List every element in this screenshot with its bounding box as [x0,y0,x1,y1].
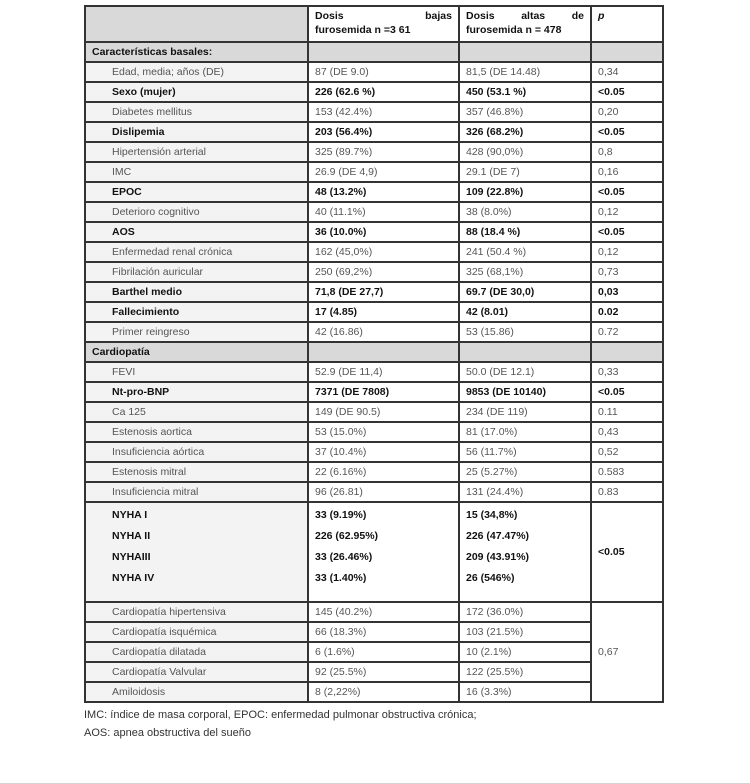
baseline-characteristics-table [84,5,664,703]
p-value: 0.583 [591,462,663,482]
high-dose-value: 25 (5.27%) [459,462,591,482]
header-low-dose-line2: furosemida n =3 61 [315,24,411,36]
nyha-labels-item: NYHA I [112,509,148,521]
etiology-p-value: 0,67 [591,602,663,702]
low-dose-value: 87 (DE 9.0) [308,62,459,82]
low-dose-value: 40 (11.1%) [308,202,459,222]
low-dose-value: 153 (42.4%) [308,102,459,122]
low-dose-value: 250 (69,2%) [308,262,459,282]
high-dose-value: 131 (24.4%) [459,482,591,502]
high-dose-value: 357 (46.8%) [459,102,591,122]
empty-cell [308,342,459,362]
p-value: 0,12 [591,202,663,222]
low-dose-value: 325 (89.7%) [308,142,459,162]
p-value: <0.05 [591,82,663,102]
row-label: AOS [85,222,308,242]
p-value: 0.72 [591,322,663,342]
row-label: Fallecimiento [85,302,308,322]
header-p-label: p [598,10,605,22]
row-label: Amiloidosis [85,682,308,702]
nyha-p-value: <0.05 [591,502,663,602]
low-dose-value: 42 (16.86) [308,322,459,342]
high-dose-value: 38 (8.0%) [459,202,591,222]
table-row [85,202,663,222]
header-p [591,6,663,42]
high-dose-value: 172 (36.0%) [459,602,591,622]
p-value: 0,33 [591,362,663,382]
nyha-labels [85,502,308,602]
p-value: 0,20 [591,102,663,122]
low-dose-value: 8 (2,22%) [308,682,459,702]
nyha-high-dose-item: 209 (43.91%) [466,551,530,563]
low-dose-value: 203 (56.4%) [308,122,459,142]
nyha-low-dose-item: 226 (62.95%) [315,530,379,542]
empty-cell [308,42,459,62]
low-dose-value: 96 (26.81) [308,482,459,502]
table-row [85,482,663,502]
row-label: Nt-pro-BNP [85,382,308,402]
p-value: 0,52 [591,442,663,462]
empty-cell [591,342,663,362]
low-dose-value: 92 (25.5%) [308,662,459,682]
high-dose-value: 325 (68,1%) [459,262,591,282]
high-dose-value: 81 (17.0%) [459,422,591,442]
high-dose-value: 10 (2.1%) [459,642,591,662]
table-row [85,82,663,102]
p-value: <0.05 [591,122,663,142]
p-value: <0.05 [591,382,663,402]
row-label: Sexo (mujer) [85,82,308,102]
row-label: Deterioro cognitivo [85,202,308,222]
low-dose-value: 7371 (DE 7808) [308,382,459,402]
table-row [85,442,663,462]
nyha-high-dose-item: 226 (47.47%) [466,530,530,542]
table-row [85,302,663,322]
p-value: 0,03 [591,282,663,302]
row-label: Cardiopatía Valvular [85,662,308,682]
high-dose-value: 103 (21.5%) [459,622,591,642]
low-dose-value: 17 (4.85) [308,302,459,322]
table-row [85,162,663,182]
p-value: 0,8 [591,142,663,162]
section-title: Características basales: [85,42,308,62]
high-dose-value: 234 (DE 119) [459,402,591,422]
row-label: Estenosis mitral [85,462,308,482]
low-dose-value: 149 (DE 90.5) [308,402,459,422]
header-low-dose [308,6,459,42]
p-value: <0.05 [591,182,663,202]
high-dose-value: 122 (25.5%) [459,662,591,682]
table-with-footnote [84,5,662,742]
row-label: Cardiopatía isquémica [85,622,308,642]
row-label: Edad, media; años (DE) [85,62,308,82]
low-dose-value: 36 (10.0%) [308,222,459,242]
high-dose-value: 16 (3.3%) [459,682,591,702]
row-label: Fibrilación auricular [85,262,308,282]
table-row [85,422,663,442]
p-value: 0,34 [591,62,663,82]
high-dose-value: 326 (68.2%) [459,122,591,142]
table-row [85,102,663,122]
row-label: Primer reingreso [85,322,308,342]
p-value: 0,73 [591,262,663,282]
low-dose-value: 162 (45,0%) [308,242,459,262]
low-dose-value: 26.9 (DE 4,9) [308,162,459,182]
table-row [85,122,663,142]
low-dose-value: 22 (6.16%) [308,462,459,482]
low-dose-value: 48 (13.2%) [308,182,459,202]
section-header-row [85,42,663,62]
low-dose-value: 145 (40.2%) [308,602,459,622]
table-row [85,402,663,422]
table-row [85,682,663,702]
p-value: <0.05 [591,222,663,242]
low-dose-value: 37 (10.4%) [308,442,459,462]
nyha-high-dose [459,502,591,602]
nyha-low-dose-item: 33 (9.19%) [315,509,367,521]
high-dose-value: 450 (53.1 %) [459,82,591,102]
high-dose-value: 109 (22.8%) [459,182,591,202]
row-label: FEVI [85,362,308,382]
nyha-labels-item: NYHA II [112,530,151,542]
p-value: 0.83 [591,482,663,502]
header-high-dose-line2: furosemida n = 478 [466,24,562,36]
row-label: Estenosis aortica [85,422,308,442]
table-row [85,662,663,682]
table-row [85,62,663,82]
high-dose-value: 29.1 (DE 7) [459,162,591,182]
row-label: Ca 125 [85,402,308,422]
low-dose-value: 226 (62.6 %) [308,82,459,102]
p-value: 0,43 [591,422,663,442]
low-dose-value: 53 (15.0%) [308,422,459,442]
high-dose-value: 53 (15.86) [459,322,591,342]
table-row [85,602,663,622]
row-label: Barthel medio [85,282,308,302]
p-value: 0,16 [591,162,663,182]
row-label: IMC [85,162,308,182]
nyha-high-dose-item: 15 (34,8%) [466,509,518,521]
p-value: 0.02 [591,302,663,322]
footnote-line1: IMC: índice de masa corporal, EPOC: enfermedad pulmonar obstructiva crónica; [84,709,477,721]
high-dose-value: 428 (90,0%) [459,142,591,162]
high-dose-value: 88 (18.4 %) [459,222,591,242]
high-dose-value: 50.0 (DE 12.1) [459,362,591,382]
table-row [85,622,663,642]
table-header-row [85,6,663,42]
empty-cell [459,42,591,62]
low-dose-value: 52.9 (DE 11,4) [308,362,459,382]
table-row [85,362,663,382]
table-row [85,322,663,342]
section-header-row [85,342,663,362]
row-label: Diabetes mellitus [85,102,308,122]
row-label: Enfermedad renal crónica [85,242,308,262]
row-label: Cardiopatía dilatada [85,642,308,662]
high-dose-value: 56 (11.7%) [459,442,591,462]
footnote [84,706,662,742]
row-label: Insuficiencia aórtica [85,442,308,462]
p-value: 0.11 [591,402,663,422]
table-row [85,242,663,262]
high-dose-value: 81,5 (DE 14.48) [459,62,591,82]
header-high-dose [459,6,591,42]
table-row [85,462,663,482]
high-dose-value: 241 (50.4 %) [459,242,591,262]
p-value: 0,12 [591,242,663,262]
header-empty [85,6,308,42]
nyha-low-dose [308,502,459,602]
row-label: Dislipemia [85,122,308,142]
footnote-line2: AOS: apnea obstructiva del sueño [84,727,251,739]
nyha-low-dose-item: 33 (26.46%) [315,551,373,563]
nyha-high-dose-item: 26 (546%) [466,572,515,584]
high-dose-value: 69.7 (DE 30,0) [459,282,591,302]
row-label: Hipertensión arterial [85,142,308,162]
low-dose-value: 66 (18.3%) [308,622,459,642]
table-row [85,642,663,662]
low-dose-value: 6 (1.6%) [308,642,459,662]
nyha-low-dose-item: 33 (1.40%) [315,572,367,584]
high-dose-value: 42 (8.01) [459,302,591,322]
table-row [85,142,663,162]
row-label: Cardiopatía hipertensiva [85,602,308,622]
nyha-row [85,502,663,602]
empty-cell [459,342,591,362]
table-row [85,262,663,282]
header-low-dose-line1: Dosis bajas [315,10,452,22]
low-dose-value: 71,8 (DE 27,7) [308,282,459,302]
nyha-labels-item: NYHA IV [112,572,155,584]
table-row [85,382,663,402]
row-label: EPOC [85,182,308,202]
row-label: Insuficiencia mitral [85,482,308,502]
high-dose-value: 9853 (DE 10140) [459,382,591,402]
table-row [85,222,663,242]
nyha-labels-item: NYHAIII [112,551,151,563]
header-high-dose-line1: Dosis altas de [466,10,584,22]
section-title: Cardiopatía [85,342,308,362]
table-row [85,182,663,202]
empty-cell [591,42,663,62]
table-row [85,282,663,302]
